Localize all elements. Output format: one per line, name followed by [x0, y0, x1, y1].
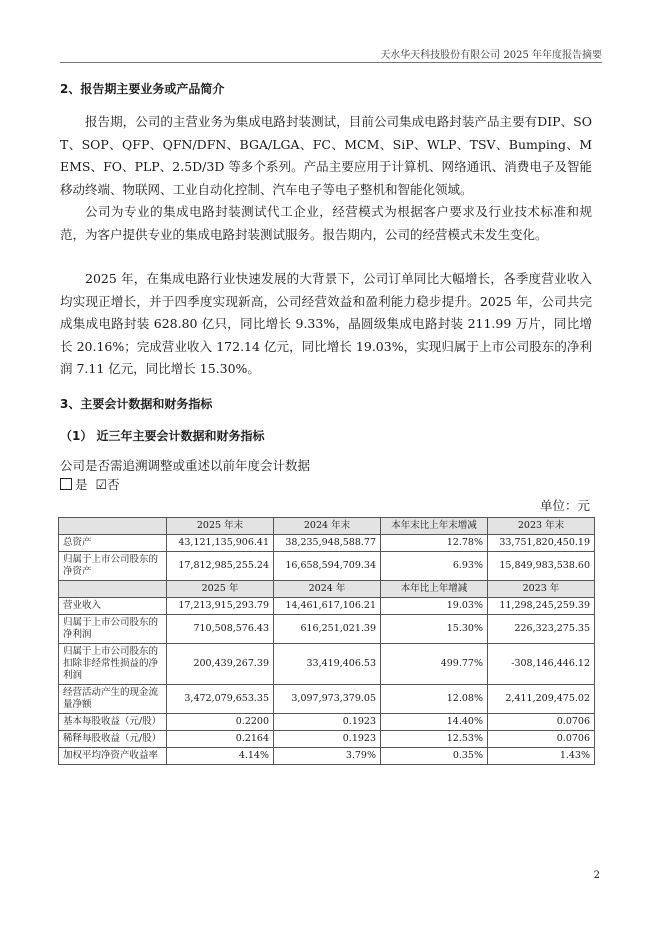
table-header-cell: 2024 年末 [274, 518, 381, 535]
table-cell: 14,461,617,106.21 [274, 598, 381, 615]
section2-paragraph-3: 2025 年，在集成电路行业快速发展的大背景下，公司订单同比大幅增长，各季度营业收入均实现正增长，并于四季度实现新高，公司经营效益和盈利能力稳步提升。2025 年，公司共完成集成电路封装 628.80 亿只，同比增长 9.33%，晶圆级集成电路封装 211.99 万片，同比增长 20.16%；完成营业收入 172.14 亿元，同比增长 19.03%，实现归属于上市公司股东的净利润 7.11 亿元，同比增长 15.30%。 [60, 271, 592, 376]
table-row [59, 598, 595, 615]
table-cell: 616,251,021.39 [274, 615, 381, 644]
header-rule [60, 62, 602, 63]
table-row-label: 加权平均净资产收益率 [59, 748, 167, 765]
table-row-label: 归属于上市公司股东的净利润 [59, 615, 167, 644]
table-cell: 17,213,915,293.79 [167, 598, 274, 615]
table-header-cell [59, 581, 167, 598]
table-cell: 38,235,948,588.77 [274, 535, 381, 552]
table-cell: 0.2200 [167, 714, 274, 731]
table-cell: 11,298,245,259.39 [488, 598, 595, 615]
restatement-options [60, 475, 120, 493]
table-cell: 12.78% [381, 535, 488, 552]
table-row [59, 535, 595, 552]
checkbox-unchecked-icon [60, 478, 72, 490]
table-row [59, 714, 595, 731]
table-cell: 15,849,983,538.60 [488, 552, 595, 581]
table-cell: 499.77% [381, 644, 488, 685]
table-row-label: 基本每股收益（元/股） [59, 714, 167, 731]
table-row [59, 615, 595, 644]
table-cell: 2,411,209,475.02 [488, 685, 595, 714]
page-header: 天水华天科技股份有限公司 2025 年年度报告摘要 [380, 50, 602, 61]
table-header-cell: 2025 年末 [167, 518, 274, 535]
table-row-label: 营业收入 [59, 598, 167, 615]
table-cell: 12.08% [381, 685, 488, 714]
page-number: 2 [593, 870, 600, 881]
table-header-cell: 2025 年 [167, 581, 274, 598]
table-header-row [59, 518, 595, 535]
table-row-label: 归属于上市公司股东的扣除非经常性损益的净利润 [59, 644, 167, 685]
table-cell: 16,658,594,709.34 [274, 552, 381, 581]
table-cell: 0.0706 [488, 731, 595, 748]
table-header-cell: 2023 年 [488, 581, 595, 598]
table-row [59, 685, 595, 714]
table-cell: 19.03% [381, 598, 488, 615]
restatement-question: 公司是否需追溯调整或重述以前年度会计数据 [60, 458, 311, 473]
table-cell: 0.1923 [274, 731, 381, 748]
table-cell: 0.1923 [274, 714, 381, 731]
section2-paragraph-2: 公司为专业的集成电路封装测试代工企业，经营模式为根据客户要求及行业技术标准和规范，为客户提供专业的集成电路封装测试服务。报告期内，公司的经营模式未发生变化。 [60, 204, 592, 242]
table-row [59, 552, 595, 581]
table-header-cell: 2023 年末 [488, 518, 595, 535]
unit-label: 单位：元 [539, 498, 590, 513]
table-cell: 12.53% [381, 731, 488, 748]
checkbox-checked-icon: ☑ [95, 478, 108, 493]
table-cell: 3,097,973,379.05 [274, 685, 381, 714]
table-cell: 33,419,406.53 [274, 644, 381, 685]
table-header-row [59, 581, 595, 598]
table-cell: 226,323,275.35 [488, 615, 595, 644]
table-cell: 1.43% [488, 748, 595, 765]
table-cell: 0.2164 [167, 731, 274, 748]
option-yes-label: 是 [75, 477, 88, 492]
table-cell: 15.30% [381, 615, 488, 644]
table-row [59, 731, 595, 748]
table-header-cell: 本年比上年增减 [381, 581, 488, 598]
table-row-label: 经营活动产生的现金流量净额 [59, 685, 167, 714]
section2-paragraph-1: 报告期，公司的主营业务为集成电路封装测试，目前公司集成电路封装产品主要有DIP、SOT、SOP、QFP、QFN/DFN、BGA/LGA、FC、MCM、SiP、WLP、TSV、Bumping、MEMS、FO、PLP、2.5D/3D 等多个系列。产品主要应用于计算机、网络通讯、消费电子及智能移动终端、物联网、工业自动化控制、汽车电子等电子整机和智能化领域。 [60, 114, 592, 197]
table-cell: 0.35% [381, 748, 488, 765]
table-cell: 4.14% [167, 748, 274, 765]
table-cell: 3,472,079,653.35 [167, 685, 274, 714]
section3-subtitle: （1） 近三年主要会计数据和财务指标 [60, 429, 265, 443]
financial-data-table [58, 517, 595, 765]
table-cell: 3.79% [274, 748, 381, 765]
table-cell: 17,812,985,255.24 [167, 552, 274, 581]
table-header-cell: 本年末比上年末增减 [381, 518, 488, 535]
table-cell: 33,751,820,450.19 [488, 535, 595, 552]
section3-title: 3、主要会计数据和财务指标 [60, 397, 213, 411]
table-cell: 0.0706 [488, 714, 595, 731]
table-row [59, 644, 595, 685]
table-header-cell: 2024 年 [274, 581, 381, 598]
table-cell: 710,508,576.43 [167, 615, 274, 644]
table-row-label: 总资产 [59, 535, 167, 552]
table-cell: 200,439,267.39 [167, 644, 274, 685]
table-cell: -308,146,446.12 [488, 644, 595, 685]
table-cell: 43,121,135,906.41 [167, 535, 274, 552]
section2-title: 2、报告期主要业务或产品简介 [60, 82, 225, 96]
table-cell: 14.40% [381, 714, 488, 731]
table-cell: 6.93% [381, 552, 488, 581]
table-row-label: 稀释每股收益（元/股） [59, 731, 167, 748]
table-row [59, 748, 595, 765]
option-no-label: 否 [107, 477, 120, 492]
table-row-label: 归属于上市公司股东的净资产 [59, 552, 167, 581]
table-header-cell [59, 518, 167, 535]
